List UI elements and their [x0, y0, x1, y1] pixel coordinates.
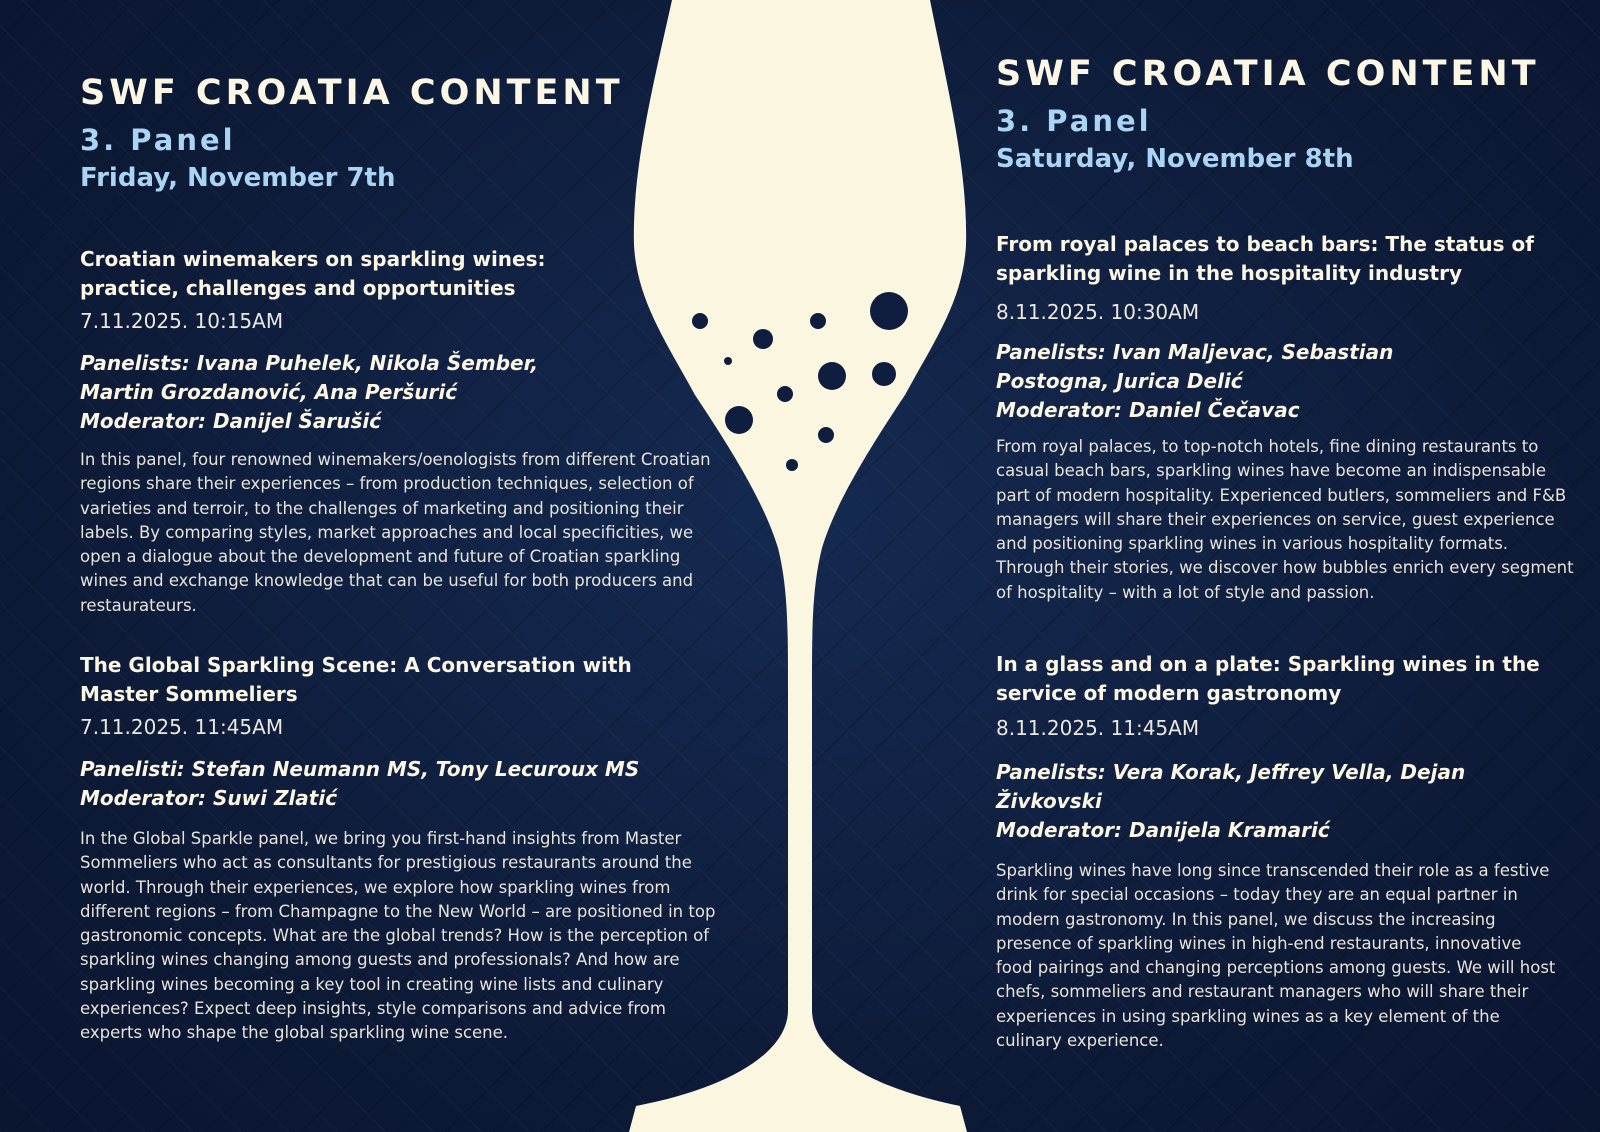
panel-number: 3. Panel — [996, 103, 1152, 138]
session-card — [80, 651, 730, 1046]
session-moderator: Moderator: Suwi Zlatić — [80, 786, 338, 810]
bubble — [870, 292, 908, 330]
bubble — [753, 329, 773, 349]
bubble — [786, 459, 798, 471]
right-header — [996, 55, 1540, 177]
bubble — [818, 427, 834, 443]
session-panelists: Panelisti: Stefan Neumann MS, Tony Lecuroux MS — [80, 757, 640, 781]
session-title: The Global Sparkling Scene: A Conversation with Master Sommeliers — [80, 653, 632, 706]
session-description: Sparkling wines have long since transcended their role as a festive drink for special occasions – today they are an equal partner in modern gastronomy. In this panel, we discuss the increasing presence of sparkling wines in high-end restaurants, innovative food pairings and changing perceptions among guests. We will host chefs, sommeliers and restaurant managers who will share their experiences in using sparkling wines as a key element of the culinary experience. — [996, 861, 1556, 1051]
session-datetime: 7.11.2025. 11:45AM — [80, 715, 284, 739]
session-description: From royal palaces, to top-notch hotels, fine dining restaurants to casual beach bars, sparkling wines have become an indispensable part of modern hospitality. Experienced butlers, sommeliers and F&B managers will share their experiences on service, guest experience and positioning sparkling wines in various hospitality formats. Through their stories, we discover how bubbles enrich every segment of hospitality – with a lot of style and passion. — [996, 437, 1574, 602]
session-datetime: 8.11.2025. 10:30AM — [996, 300, 1200, 324]
session-description: In the Global Sparkle panel, we bring you first-hand insights from Master Sommeliers who act as consultants for prestigious restaurants around the world. Through their experiences, we explore how sparkling wines from different regions – from Champagne to the New World – are positioned in top gastronomic concepts. What are the global trends? How is the perception of sparkling wines changing among guests and professionals? And how are sparkling wines becoming a key tool in creating wine lists and culinary experiences? Expect deep insights, style comparisons and advice from experts who shape the global sparkling wine scene. — [80, 829, 716, 1043]
session-moderator: Moderator: Danijela Kramarić — [996, 818, 1330, 842]
bubble — [777, 386, 793, 402]
session-title: Croatian winemakers on sparkling wines: practice, challenges and opportunities — [80, 247, 546, 300]
session-moderator: Moderator: Daniel Čečavac — [996, 398, 1300, 422]
brand-title: SWF CROATIA CONTENT — [996, 54, 1540, 94]
day-heading: Friday, November 7th — [80, 162, 396, 193]
session-title: From royal palaces to beach bars: The status of sparkling wine in the hospitality industry — [996, 232, 1534, 285]
day-heading: Saturday, November 8th — [996, 143, 1354, 174]
bubble — [818, 362, 846, 390]
session-card — [996, 650, 1576, 1053]
left-header — [80, 74, 624, 196]
session-moderator: Moderator: Danijel Šarušić — [80, 409, 382, 433]
session-panelists: Panelists: Vera Korak, Jeffrey Vella, Dejan Živkovski — [996, 760, 1466, 813]
brand-title: SWF CROATIA CONTENT — [80, 73, 624, 113]
bubble — [810, 313, 826, 329]
session-card — [996, 230, 1576, 605]
session-title: In a glass and on a plate: Sparkling wines in the service of modern gastronomy — [996, 652, 1540, 705]
session-panelists: Panelists: Ivan Maljevac, Sebastian Postogna, Jurica Delić — [996, 340, 1394, 393]
session-description: In this panel, four renowned winemakers/oenologists from different Croatian regions share their experiences – from production techniques, selection of varieties and terroir, to the challenges of marketing and positioning their labels. By comparing styles, market approaches and local specificities, we open a dialogue about the development and future of Croatian sparkling wines and exchange knowledge that can be useful for both producers and restaurateurs. — [80, 450, 711, 615]
session-datetime: 7.11.2025. 10:15AM — [80, 309, 284, 333]
session-card — [80, 245, 730, 618]
session-datetime: 8.11.2025. 11:45AM — [996, 716, 1200, 740]
bubble — [872, 362, 896, 386]
session-panelists: Panelists: Ivana Puhelek, Nikola Šember, Martin Grozdanović, Ana Peršurić — [80, 351, 539, 404]
panel-number: 3. Panel — [80, 122, 236, 157]
